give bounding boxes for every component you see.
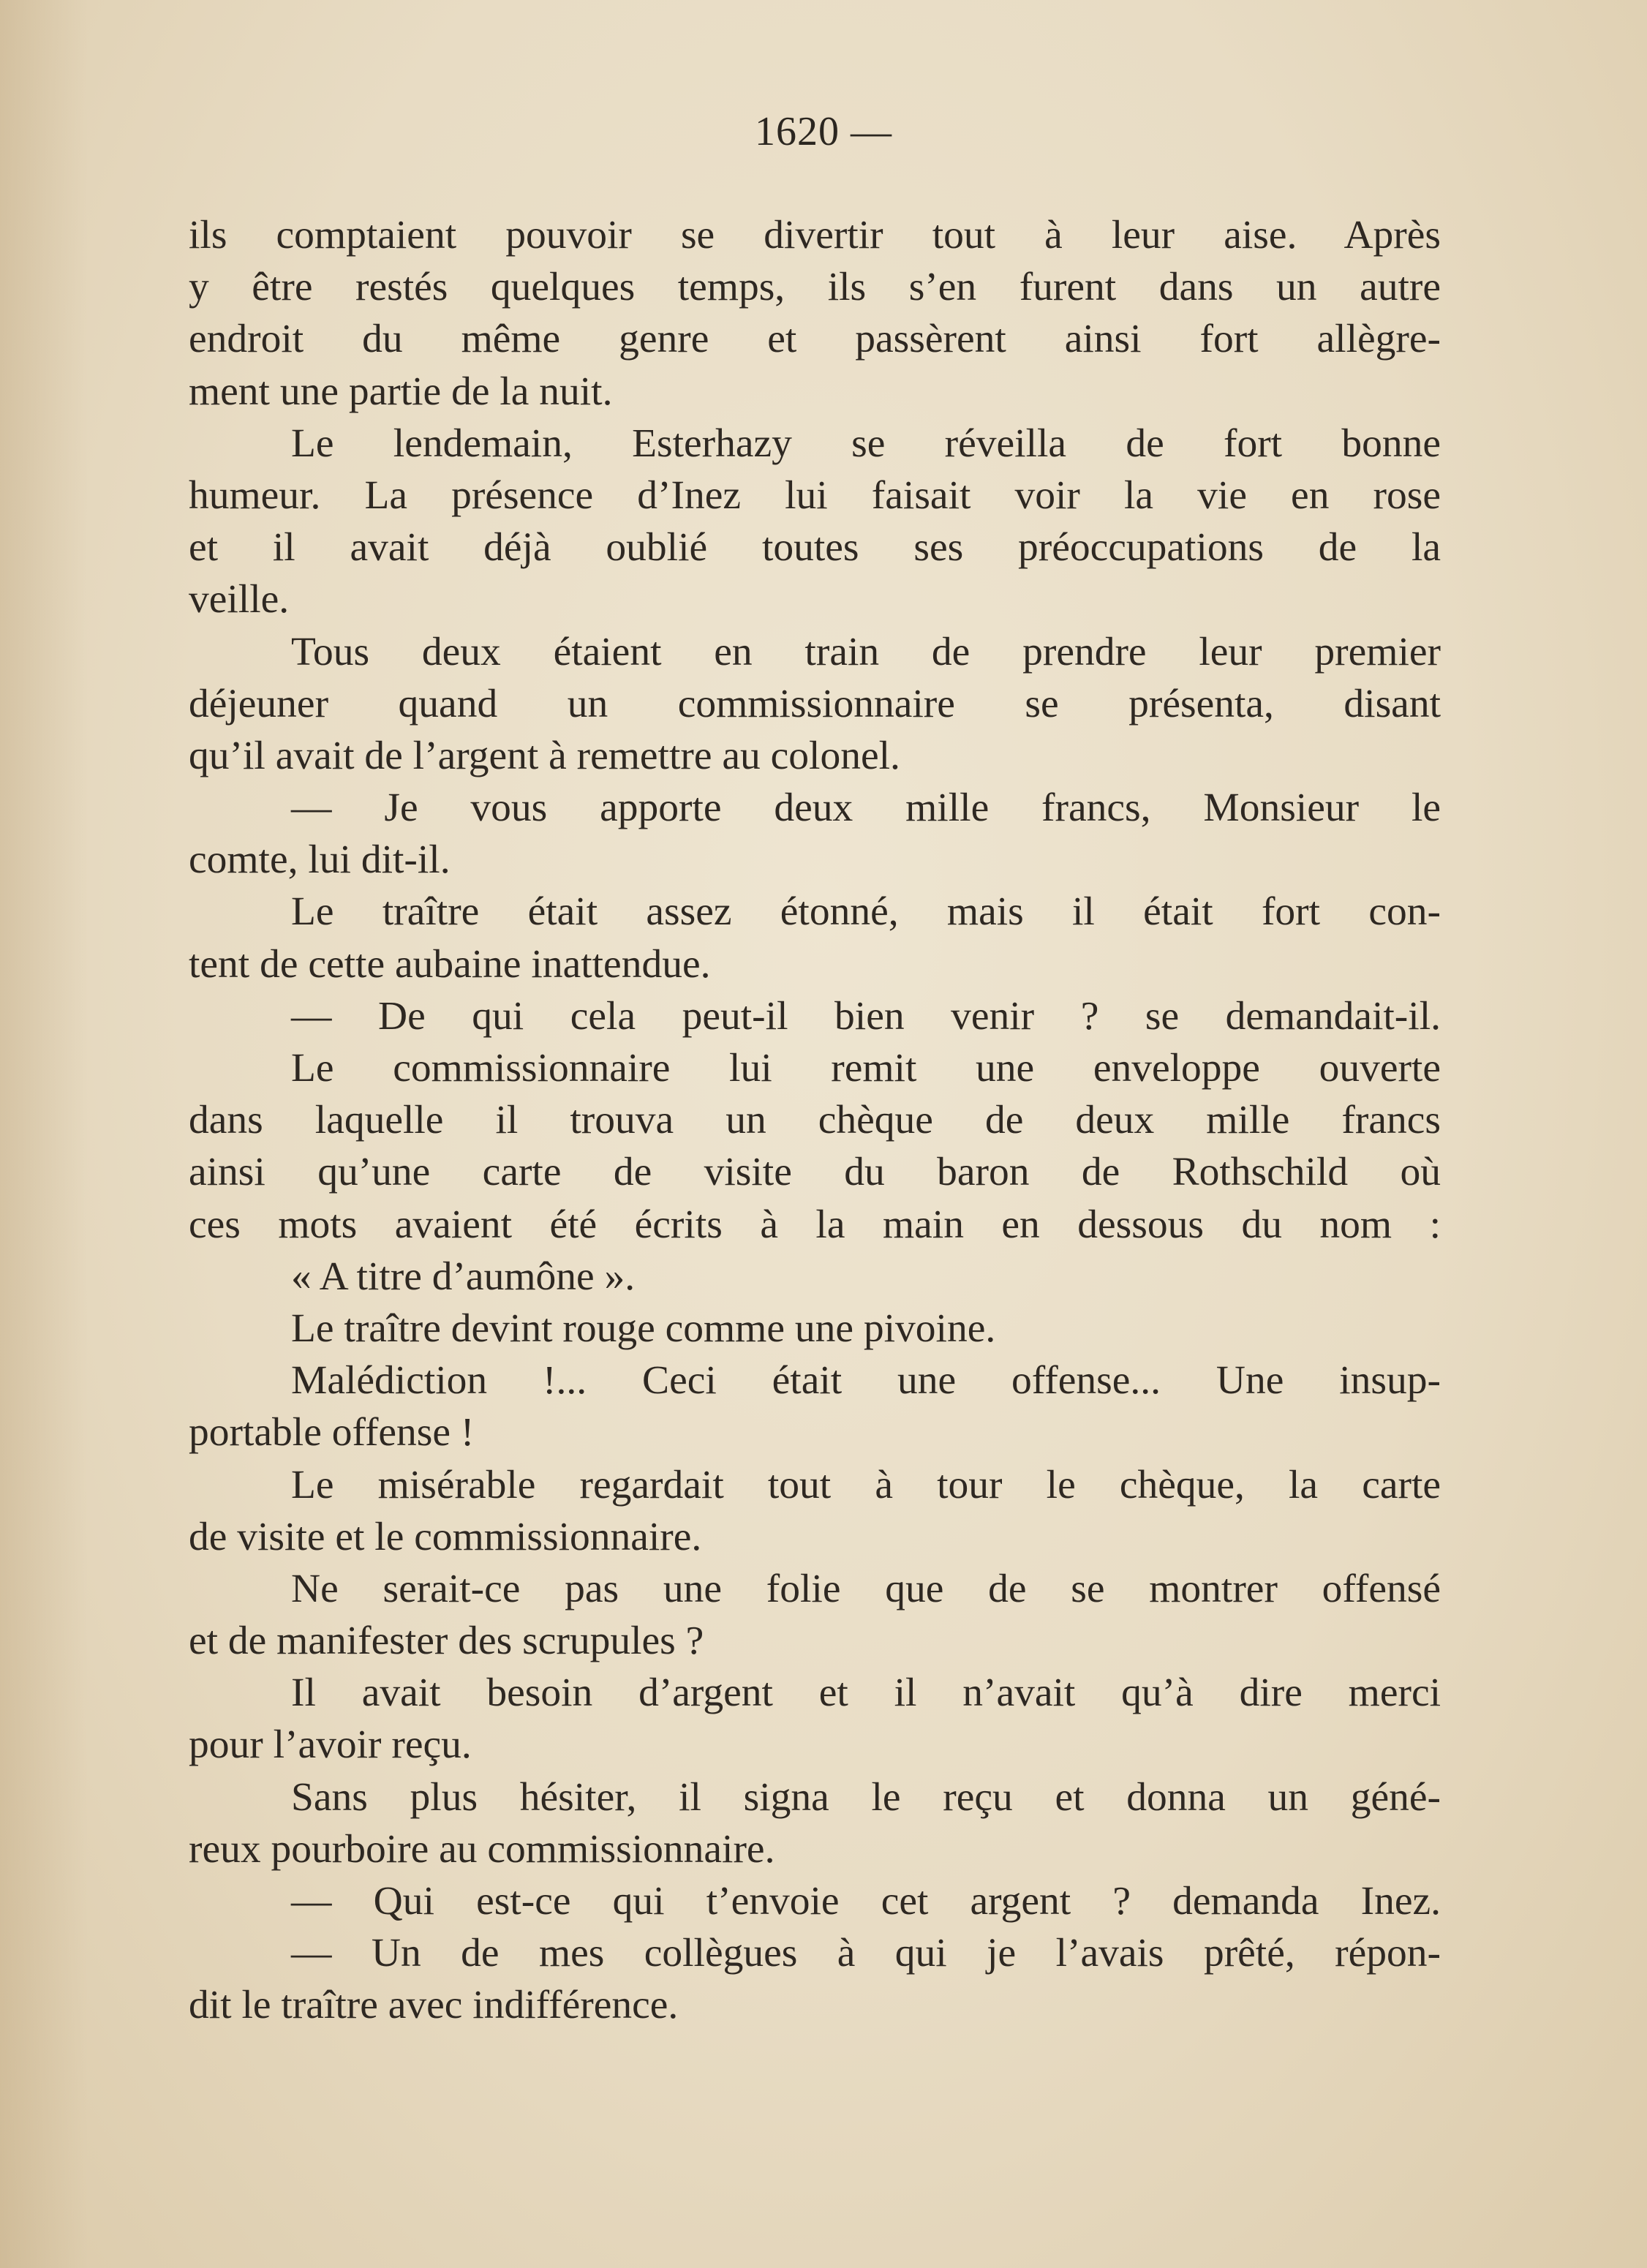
text-line: Le commissionnaire lui remit une enveloppe ouverte	[291, 1046, 1441, 1090]
body-text	[189, 209, 1441, 2032]
text-line: Ne serait-ce pas une folie que de se montrer offensé	[291, 1566, 1441, 1611]
text-line: dans laquelle il trouva un chèque de deux mille francs	[189, 1098, 1441, 1143]
text-line: Malédiction !... Ceci était une offense... Une insup-	[291, 1358, 1441, 1404]
text-line: — Qui est-ce qui t’envoie cet argent ? demanda Inez.	[291, 1879, 1441, 1924]
text-line: endroit du même genre et passèrent ainsi fort allègre-	[189, 317, 1441, 362]
text-line: veille.	[189, 577, 290, 622]
text-line: et il avait déjà oublié toutes ses préoccupations de la	[189, 525, 1441, 570]
text-line: y être restés quelques temps, ils s’en furent dans un autre	[189, 265, 1441, 310]
text-line: Le traître était assez étonné, mais il était fort con-	[291, 889, 1441, 935]
text-line: pour l’avoir reçu.	[189, 1722, 472, 1768]
text-line: et de manifester des scrupules ?	[189, 1619, 704, 1664]
text-line: Il avait besoin d’argent et il n’avait qu’à dire merci	[291, 1670, 1441, 1716]
text-line: « A titre d’aumône ».	[291, 1254, 636, 1299]
text-line: ainsi qu’une carte de visite du baron de Rothschild où	[189, 1150, 1441, 1195]
text-line: Tous deux étaient en train de prendre leur premier	[291, 629, 1441, 674]
text-line: portable offense !	[189, 1410, 475, 1455]
text-line: dit le traître avec indifférence.	[189, 1983, 679, 2028]
text-line: — Je vous apporte deux mille francs, Monsieur le	[291, 785, 1441, 831]
text-line: ces mots avaient été écrits à la main en dessous du nom :	[189, 1202, 1441, 1247]
text-line: déjeuner quand un commissionnaire se présenta, disant	[189, 681, 1441, 726]
text-line: ment une partie de la nuit.	[189, 369, 613, 414]
text-line: ils comptaient pouvoir se divertir tout à leur aise. Après	[189, 213, 1441, 257]
text-line: humeur. La présence d’Inez lui faisait voir la vie en rose	[189, 472, 1441, 518]
text-line: Le misérable regardait tout à tour le chèque, la carte	[291, 1462, 1441, 1507]
page-edge-shading	[0, 0, 88, 2268]
page-number: 1620 —	[755, 109, 892, 154]
text-line: Sans plus hésiter, il signa le reçu et donna un géné-	[291, 1774, 1441, 1820]
text-line: Le lendemain, Esterhazy se réveilla de fort bonne	[291, 421, 1441, 466]
text-line: de visite et le commissionnaire.	[189, 1514, 702, 1559]
text-line: comte, lui dit-il.	[189, 837, 451, 883]
text-line: tent de cette aubaine inattendue.	[189, 941, 711, 987]
text-line: Le traître devint rouge comme une pivoine.	[291, 1306, 996, 1351]
text-line: — Un de mes collègues à qui je l’avais prêté, répon-	[291, 1931, 1441, 1976]
text-line: — De qui cela peut-il bien venir ? se demandait-il.	[291, 993, 1441, 1039]
text-line: qu’il avait de l’argent à remettre au colonel.	[189, 733, 900, 778]
text-line: reux pourboire au commissionnaire.	[189, 1826, 775, 1872]
